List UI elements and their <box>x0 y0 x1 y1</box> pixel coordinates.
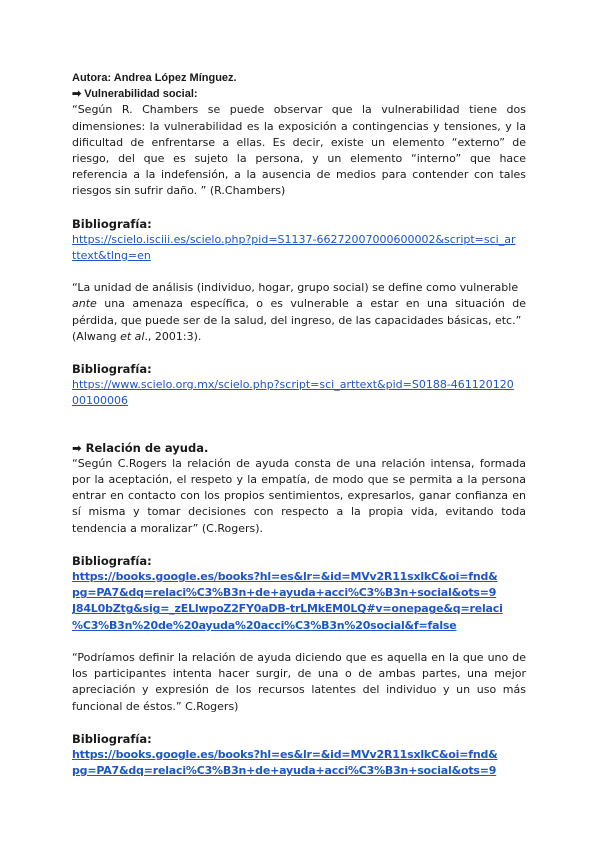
quote-line: tendencia a moralizar” (C.Rogers). <box>72 521 264 535</box>
quote-chambers <box>72 102 526 199</box>
quote-line: “La unidad de análisis (individuo, hogar, grupo social) se define como vulnerable <box>72 281 519 295</box>
quote-line: entrar en contacto con los propios sentimientos, expresarlos, ganar confianza en <box>72 489 526 503</box>
quote-alwang <box>72 280 526 345</box>
quote-line: riesgo, del que es sujeto la persona, y un elemento “interno” que hace <box>72 152 526 166</box>
quote-line: dimensiones: la vulnerabilidad es la exposición a contingencias y tensiones, y la <box>72 119 526 133</box>
quote-line: los participantes intenta hacer surgir, de una o de ambas partes, una mejor <box>72 667 526 681</box>
section-title-relacion-ayuda: ➡ Relación de ayuda. <box>72 440 209 455</box>
quote-rogers-2 <box>72 650 526 715</box>
bibliography-heading: Bibliografía: <box>72 362 152 377</box>
quote-line: “Según C.Rogers la relación de ayuda consta de una relación intensa, formada <box>72 456 526 470</box>
italic-word: et al <box>120 329 145 343</box>
bibliography-link-1-cont[interactable]: ttext&tlng=en <box>72 249 151 263</box>
quote-line <box>72 296 526 312</box>
bibliography-link-4-cont[interactable]: pg=PA7&dq=relaci%C3%B3n+de+ayuda+acci%C3%B3n+social&ots=9 <box>72 764 497 778</box>
citation-text: (Alwang <box>72 329 121 343</box>
quote-line: “Podríamos definir la relación de ayuda diciendo que es aquella en la que uno de <box>72 650 526 664</box>
quote-line: apreciación y expresión de los recursos latentes del individuo y un uso más <box>72 683 526 697</box>
quote-line: funcional de éstos.” C.Rogers) <box>72 699 239 713</box>
bibliography-link-3-cont[interactable]: %C3%B3n%20de%20ayuda%20acci%C3%B3n%20social&f=false <box>72 618 457 632</box>
author-line: Autora: Andrea López Mínguez. <box>72 72 237 84</box>
quote-line <box>72 329 526 345</box>
document-page <box>72 70 526 779</box>
bibliography-link-3-cont[interactable]: pg=PA7&dq=relaci%C3%B3n+de+ayuda+acci%C3%B3n+social&ots=9 <box>72 586 497 600</box>
bibliography-link-1[interactable]: https://scielo.isciii.es/scielo.php?pid=S1137-66272007000600002&script=sci_ar <box>72 232 516 246</box>
bibliography-heading: Bibliografía: <box>72 553 152 568</box>
quote-line: pérdida, que puede ser de la salud, del ingreso, de las capacidades básicas, etc.” <box>72 313 522 327</box>
citation-text: ., 2001:3). <box>144 329 202 343</box>
quote-rogers-1 <box>72 456 526 537</box>
italic-word: ante <box>72 297 97 311</box>
bibliography-link-3[interactable]: https://books.google.es/books?hl=es&lr=&id=MVv2R11sxlkC&oi=fnd& <box>72 570 498 584</box>
quote-line: riesgos sin sufrir daño. ” (R.Chambers) <box>72 184 286 198</box>
quote-line: dificultad de enfrentarse a ellas. Es decir, existe un elemento “externo” de <box>72 135 526 149</box>
section-title-vulnerabilidad: ➡ Vulnerabilidad social: <box>72 88 198 101</box>
bibliography-link-3-cont[interactable]: J84L0bZtg&sig=_zELlwpoZ2FY0aDB-trLMkEM0LQ#v=onepage&q=relaci <box>72 602 503 616</box>
quote-line: “Según R. Chambers se puede observar que la vulnerabilidad tiene dos <box>72 103 526 117</box>
quote-line: referencia a la indefensión, a la ausencia de medios para contender con tales <box>72 168 526 182</box>
bibliography-heading: Bibliografía: <box>72 216 152 231</box>
bibliography-link-2[interactable]: https://www.scielo.org.mx/scielo.php?script=sci_arttext&pid=S0188-461120120 <box>72 378 514 392</box>
bibliography-link-4[interactable]: https://books.google.es/books?hl=es&lr=&id=MVv2R11sxlkC&oi=fnd& <box>72 747 498 761</box>
bibliography-link-2-cont[interactable]: 00100006 <box>72 394 128 408</box>
quote-line: por la aceptación, el respeto y la empatía, de modo que se permita a la persona <box>72 473 526 487</box>
bibliography-heading: Bibliografía: <box>72 731 152 746</box>
quote-text: una amenaza específica, o es vulnerable a estar en una situación de <box>96 297 526 311</box>
quote-line: sí misma y tomar decisiones con respecto a la propia vida, evitando toda <box>72 505 526 519</box>
